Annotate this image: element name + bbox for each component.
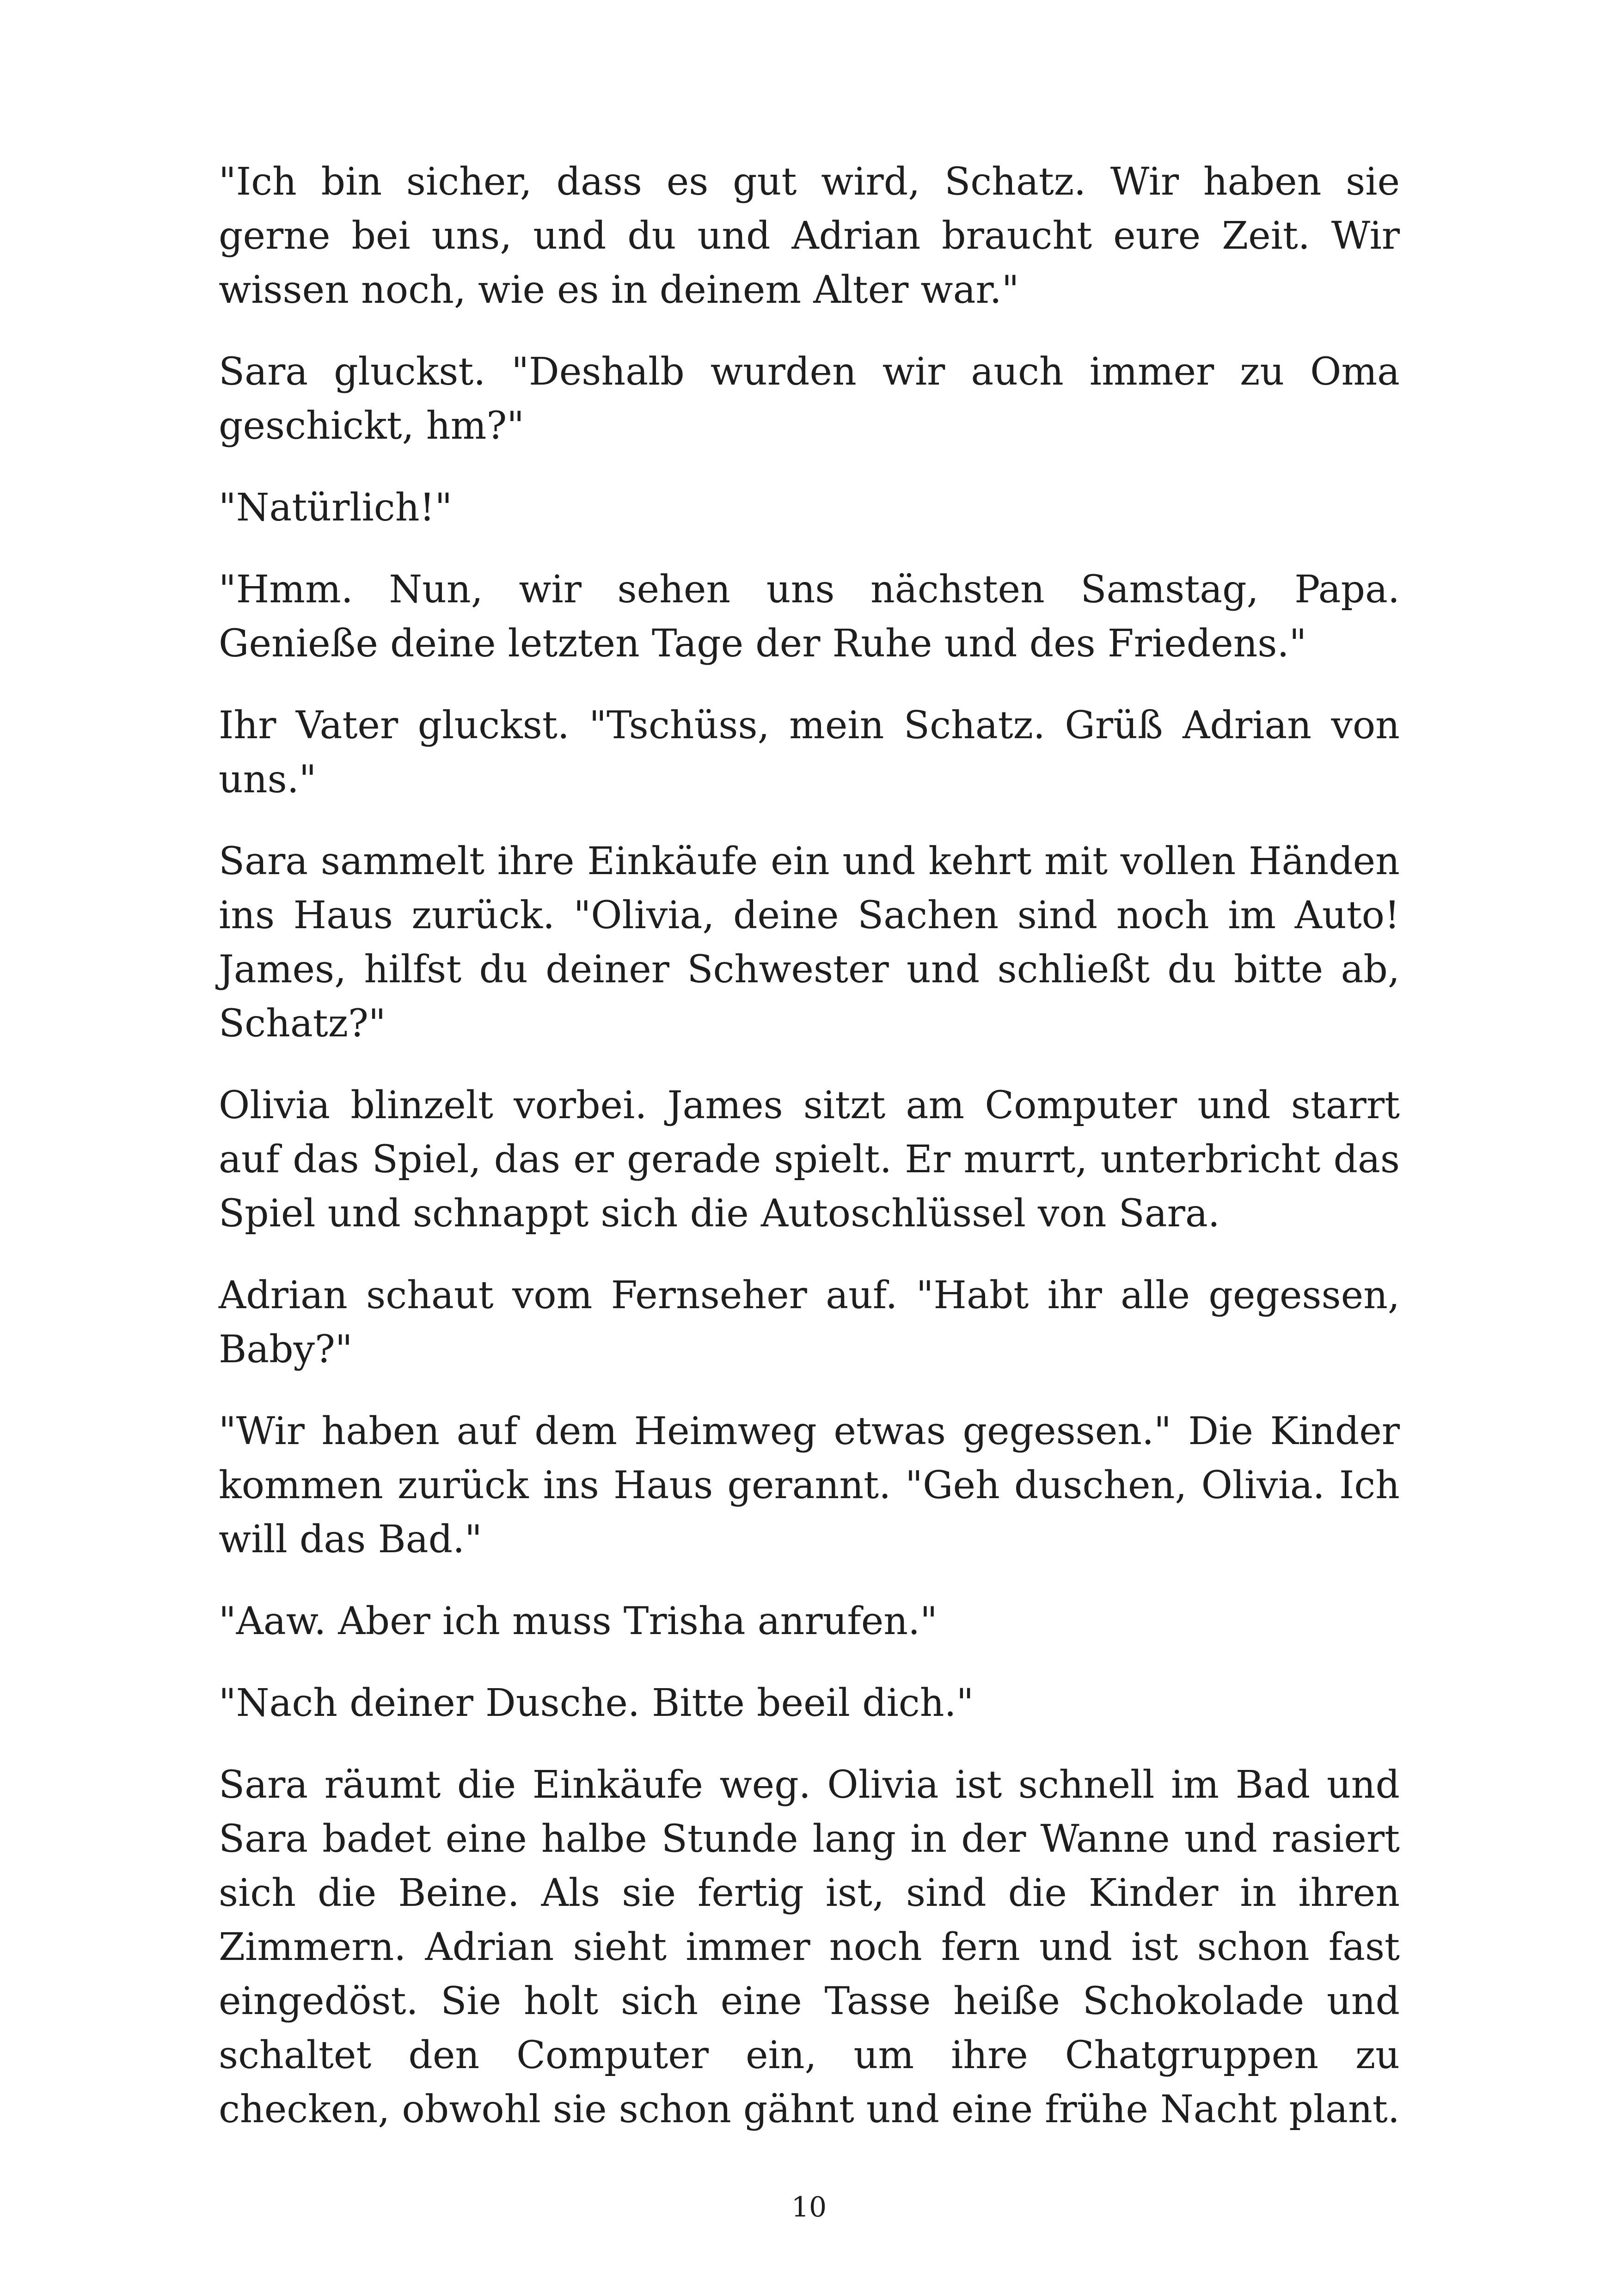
paragraph: Ihr Vater gluckst. "Tschüss, mein Schatz. Grüß Adrian von uns."	[219, 704, 1400, 802]
paragraph: Olivia blinzelt vorbei. James sitzt am Computer und starrt auf das Spiel, das er gerade spielt. Er murrt, unterbricht das Spiel und schnappt sich die Autoschlüssel von Sara.	[219, 1084, 1400, 1236]
paragraph: "Natürlich!"	[219, 486, 453, 530]
page-number: 10	[791, 2191, 827, 2223]
paragraph: Sara gluckst. "Deshalb wurden wir auch immer zu Oma geschickt, hm?"	[219, 350, 1400, 448]
paragraph: Sara sammelt ihre Einkäufe ein und kehrt mit vollen Händen ins Haus zurück. "Olivia, deine Sachen sind noch im Auto! James, hilfst du deiner Schwester und schließt du bitte ab, Schatz?"	[219, 839, 1400, 1046]
paragraph: "Nach deiner Dusche. Bitte beeil dich."	[219, 1681, 974, 1725]
paragraph: "Wir haben auf dem Heimweg etwas gegessen." Die Kinder kommen zurück ins Haus gerannt. "Geh duschen, Olivia. Ich will das Bad."	[219, 1409, 1400, 1561]
paragraph: Adrian schaut vom Fernseher auf. "Habt ihr alle gegessen, Baby?"	[219, 1274, 1400, 1371]
paragraph: Sara räumt die Einkäufe weg. Olivia ist schnell im Bad und Sara badet eine halbe Stunde lang in der Wanne und rasiert sich die Beine. Als sie fertig ist, sind die Kinder in ihren Zimmern. Adrian sieht immer noch fern und ist schon fast eingedöst. Sie holt sich eine Tasse heiße Schokolade und schaltet den Computer ein, um ihre Chatgruppen zu checken, obwohl sie schon gähnt und eine frühe Nacht plant.	[219, 1763, 1400, 2131]
paragraph: "Aaw. Aber ich muss Trisha anrufen."	[219, 1599, 938, 1643]
body-text	[219, 155, 1400, 2164]
paragraph: "Ich bin sicher, dass es gut wird, Schatz. Wir haben sie gerne bei uns, und du und Adrian braucht eure Zeit. Wir wissen noch, wie es in deinem Alter war."	[219, 160, 1400, 312]
paragraph: "Hmm. Nun, wir sehen uns nächsten Samstag, Papa. Genieße deine letzten Tage der Ruhe und des Friedens."	[219, 568, 1400, 666]
